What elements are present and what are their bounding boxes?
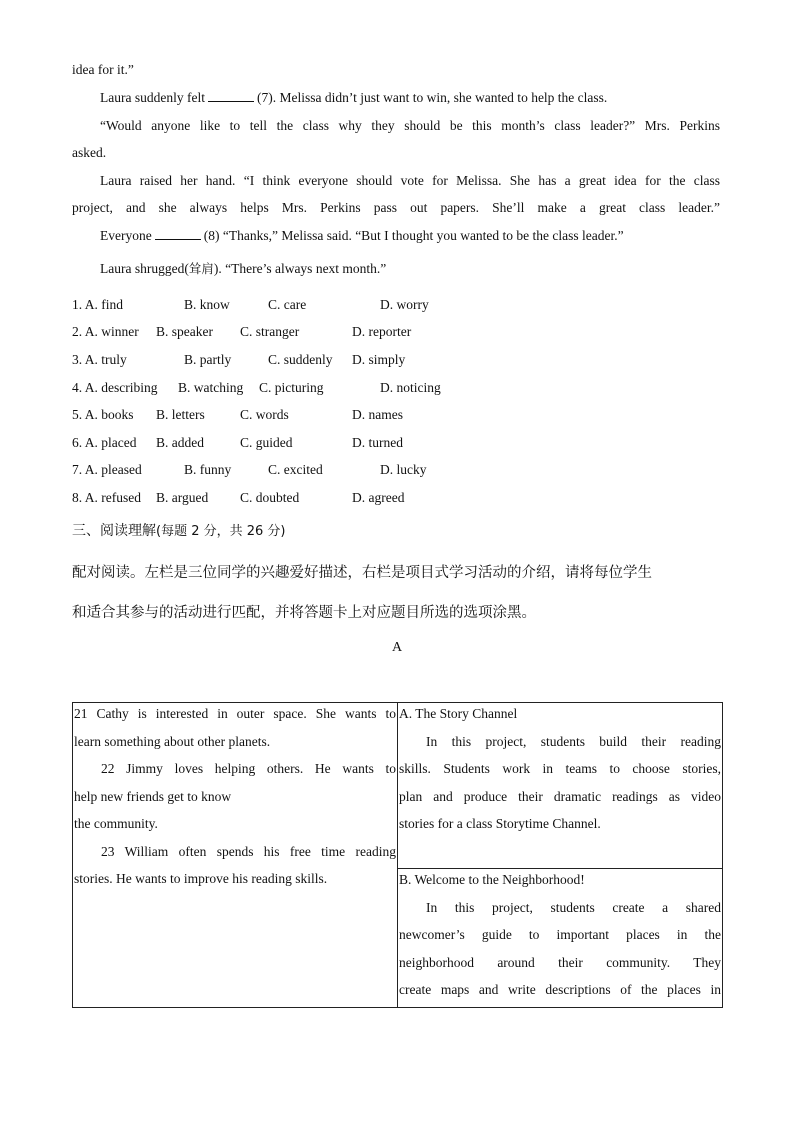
answer-blank-7[interactable] xyxy=(208,89,254,102)
passage-text: Laura suddenly felt xyxy=(100,90,205,105)
activity-b-line: create maps and write descriptions of the places in xyxy=(399,982,721,997)
option-d[interactable]: D. lucky xyxy=(380,462,427,477)
option-d[interactable]: D. reporter xyxy=(352,324,412,339)
option-c[interactable]: C. stranger xyxy=(240,324,300,339)
option-c[interactable]: C. doubted xyxy=(240,490,300,505)
activity-a-line: In this project, students build their reading xyxy=(426,733,721,749)
passage-text: Everyone xyxy=(100,228,152,243)
student-23-line: stories. He wants to improve his reading skills. xyxy=(74,871,328,886)
option-d[interactable]: D. simply xyxy=(352,352,406,367)
option-b[interactable]: B. letters xyxy=(156,407,205,422)
option-a[interactable]: 1. A. find xyxy=(72,297,124,312)
section-heading xyxy=(72,521,286,542)
passage-text: (7). Melissa didn’t just want to win, she wanted to help the class. xyxy=(256,90,608,105)
option-d[interactable]: D. noticing xyxy=(380,380,441,395)
option-a[interactable]: 8. A. refused xyxy=(72,490,141,505)
option-a[interactable]: 5. A. books xyxy=(72,407,134,422)
option-c[interactable]: C. suddenly xyxy=(268,352,333,367)
student-21-line: 21 Cathy is interested in outer space. She wants to xyxy=(74,706,396,721)
activity-a xyxy=(398,703,723,869)
option-a[interactable]: 4. A. describing xyxy=(72,380,158,395)
activity-b xyxy=(398,869,723,1008)
activity-b-line: neighborhood around their community. They xyxy=(399,954,721,970)
option-b[interactable]: B. argued xyxy=(156,490,209,505)
answer-blank-8[interactable] xyxy=(155,227,201,240)
part-label: A xyxy=(391,640,403,655)
option-a[interactable]: 2. A. winner xyxy=(72,324,139,339)
passage-line-3: “Would anyone like to tell the class why they should be this month’s class leader?” Mrs. Perkins xyxy=(100,118,720,133)
student-22-line: 22 Jimmy loves helping others. He wants to xyxy=(101,761,396,776)
option-c[interactable]: C. excited xyxy=(268,462,323,477)
option-a[interactable]: 7. A. pleased xyxy=(72,462,142,477)
section-heading-score: (每题 2 分，共 26 分) xyxy=(156,524,286,539)
student-22-line: help new friends get to know xyxy=(74,788,232,804)
option-d[interactable]: D. names xyxy=(352,407,403,422)
activity-a-line: skills. Students work in teams to choose stories, xyxy=(399,761,721,776)
student-23-line: 23 William often spends his free time reading xyxy=(101,843,396,859)
passage-gloss: 耸肩 xyxy=(188,261,214,276)
option-d[interactable]: D. turned xyxy=(352,435,403,450)
activity-a-line: plan and produce their dramatic readings as video xyxy=(399,788,721,804)
students-column xyxy=(73,703,398,1008)
passage-line-8 xyxy=(100,259,720,279)
section-heading-cn: 三、阅读理解 xyxy=(72,523,156,539)
passage-line-4: asked. xyxy=(72,145,107,160)
option-b[interactable]: B. speaker xyxy=(156,324,213,339)
option-b[interactable]: B. watching xyxy=(178,380,244,395)
passage-line-2 xyxy=(100,88,720,108)
option-a[interactable]: 6. A. placed xyxy=(72,435,137,450)
option-d[interactable]: D. agreed xyxy=(352,490,405,505)
passage-text: (8) “Thanks,” Melissa said. “But I thought you wanted to be the class leader.” xyxy=(203,228,624,243)
matching-table xyxy=(72,702,723,1008)
passage-line-6: project, and she always helps Mrs. Perkins pass out papers. She’ll make a great class leader.” xyxy=(72,200,720,215)
passage-line-1: idea for it.” xyxy=(72,62,134,77)
option-a[interactable]: 3. A. truly xyxy=(72,352,127,367)
student-21-line: learn something about other planets. xyxy=(74,733,271,749)
option-b[interactable]: B. know xyxy=(184,297,230,312)
option-c[interactable]: C. picturing xyxy=(259,380,324,395)
passage-line-7 xyxy=(100,226,720,246)
option-b[interactable]: B. funny xyxy=(184,462,232,477)
option-b[interactable]: B. added xyxy=(156,435,204,450)
activity-b-title: B. Welcome to the Neighborhood! xyxy=(399,872,585,887)
option-d[interactable]: D. worry xyxy=(380,297,429,312)
option-b[interactable]: B. partly xyxy=(184,352,232,367)
option-c[interactable]: C. words xyxy=(240,407,289,422)
passage-text: Laura shrugged( xyxy=(100,261,189,276)
instruction-line-2: 和适合其参与的活动进行匹配，并将答题卡上对应题目所选的选项涂黑。 xyxy=(72,605,536,621)
activity-b-line: In this project, students create a shared xyxy=(426,899,721,915)
option-c[interactable]: C. care xyxy=(268,297,307,312)
passage-text: ). “There’s always next month.” xyxy=(213,261,387,276)
instruction-line-1: 配对阅读。左栏是三位同学的兴趣爱好描述，右栏是项目式学习活动的介绍，请将每位学生 xyxy=(72,565,652,581)
passage-line-5: Laura raised her hand. “I think everyone should vote for Melissa. She has a great idea for the class xyxy=(100,173,720,188)
option-c[interactable]: C. guided xyxy=(240,435,293,450)
activity-a-title: A. The Story Channel xyxy=(399,706,518,721)
student-22-line: the community. xyxy=(74,816,158,831)
activity-a-line: stories for a class Storytime Channel. xyxy=(399,816,601,831)
activity-b-line: newcomer’s guide to important places in the xyxy=(399,927,721,942)
